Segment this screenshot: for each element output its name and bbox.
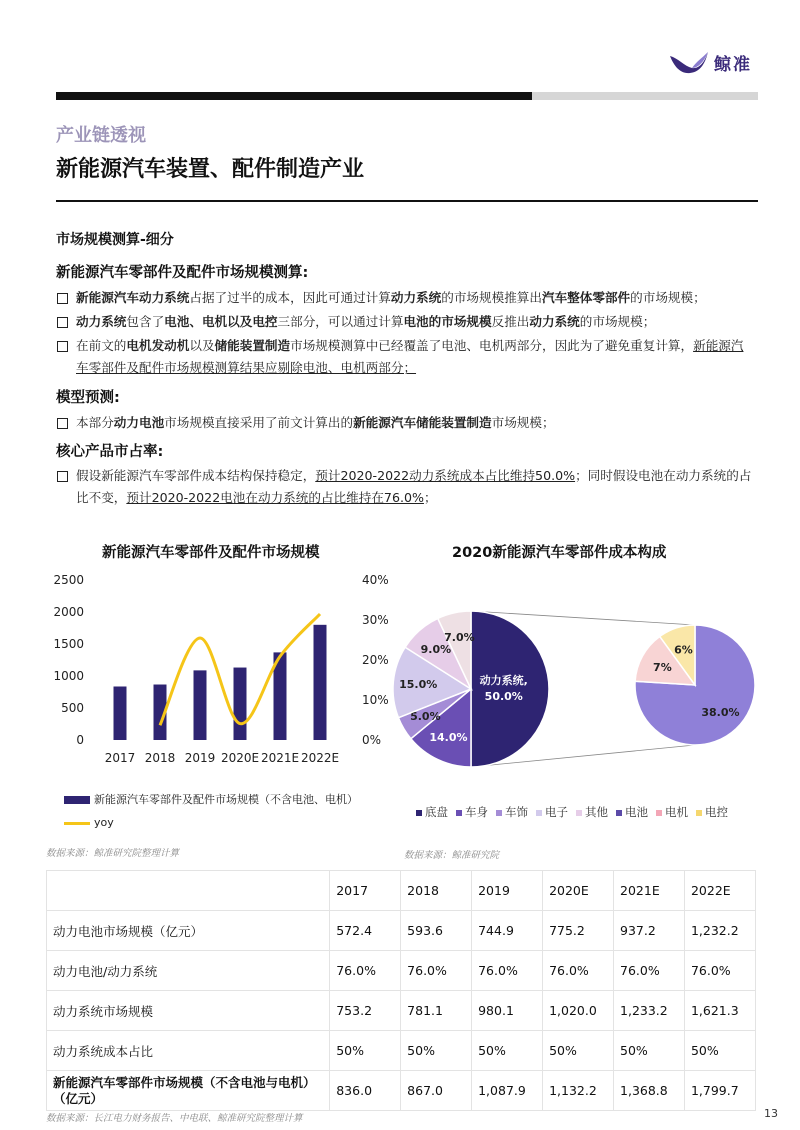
legend-swatch — [616, 810, 622, 816]
pie-legend-item — [696, 805, 728, 819]
table-cell: 50% — [543, 1031, 614, 1071]
table-cell: 76.0% — [330, 951, 401, 991]
table-cell: 76.0% — [401, 951, 472, 991]
table-cell: 76.0% — [614, 951, 685, 991]
table-cell: 593.6 — [401, 911, 472, 951]
breakdown-pct: 38.0% — [701, 706, 740, 720]
table-row-label: 动力系统市场规模 — [47, 991, 330, 1031]
table-header-cell — [47, 871, 330, 911]
pie-legend-item — [496, 805, 528, 819]
text: 的市场规模； — [579, 314, 656, 329]
table-cell: 76.0% — [472, 951, 543, 991]
text: 在前文的 — [76, 338, 127, 353]
text: 以及 — [189, 338, 215, 353]
x-tick-label: 2021E — [260, 751, 300, 765]
text: ；同时假设电池在动力系统的占比不变， — [76, 468, 752, 505]
table-header-cell: 2022E — [684, 871, 755, 911]
pie-legend-item — [456, 805, 488, 819]
whale-logo-icon — [668, 46, 710, 76]
table-cell: 1,621.3 — [684, 991, 755, 1031]
block3-title: 核心产品市占率: — [56, 444, 164, 460]
text-bold: 电池的市场规模 — [403, 314, 492, 329]
y-left-tick-label: 2000 — [53, 605, 84, 619]
breakdown-pct: 7% — [653, 661, 672, 675]
page-number: 13 — [764, 1107, 778, 1120]
table-cell: 775.2 — [543, 911, 614, 951]
table-header-cell: 2017 — [330, 871, 401, 911]
header-bar-dark — [56, 92, 532, 100]
legend-label: 底盘 — [425, 805, 448, 819]
block3-bullet-1 — [56, 465, 756, 509]
bar-chart-title: 新能源汽车零部件及配件市场规模 — [102, 545, 320, 561]
legend-label: 电池 — [625, 805, 648, 819]
y-right-tick-label: 30% — [362, 613, 389, 627]
table-cell: 781.1 — [401, 991, 472, 1031]
table-row — [47, 911, 756, 951]
legend-swatch — [576, 810, 582, 816]
table-header-cell: 2020E — [543, 871, 614, 911]
legend-line-swatch — [64, 822, 90, 825]
x-tick-label: 2020E — [220, 751, 260, 765]
text-bold: 电机发动机 — [126, 338, 190, 353]
text: 市场规模直接采用了前文计算出的 — [164, 415, 354, 430]
table-cell: 867.0 — [401, 1071, 472, 1111]
text: 反推出 — [491, 314, 530, 329]
table-cell: 76.0% — [684, 951, 755, 991]
bar-chart-source: 数据来源：鲸准研究院整理计算 — [46, 848, 180, 859]
table-cell: 50% — [401, 1031, 472, 1071]
legend-swatch — [536, 810, 542, 816]
x-tick-label: 2018 — [144, 751, 176, 765]
legend-line-label: yoy — [94, 816, 114, 829]
pie-slice-pct: 50.0% — [484, 690, 523, 703]
text: 本部分 — [76, 415, 114, 430]
text-underlined: 新能源汽车零部件及配件市场规模测算结果应剔除电池、电机两部分； — [76, 338, 744, 375]
legend-label: 电机 — [665, 805, 688, 819]
legend-line — [64, 816, 114, 829]
y-right-tick-label: 0% — [362, 733, 382, 747]
legend-label: 电子 — [545, 805, 568, 819]
pie-slice-pct: 9.0% — [420, 643, 452, 657]
table-cell: 1,368.8 — [614, 1071, 685, 1111]
pie-chart — [390, 590, 770, 790]
legend-bars — [64, 791, 358, 807]
table-cell: 836.0 — [330, 1071, 401, 1111]
breakdown-pct: 6% — [674, 643, 693, 657]
legend-swatch — [456, 810, 462, 816]
table-source: 数据来源：长江电力财务报告、中电联、鲸准研究院整理计算 — [46, 1113, 303, 1124]
y-left-tick-label: 1000 — [53, 669, 84, 683]
table-cell: 572.4 — [330, 911, 401, 951]
text: 假设新能源汽车零部件成本结构保持稳定， — [76, 468, 316, 483]
table-header-cell: 2021E — [614, 871, 685, 911]
legend-swatch — [416, 810, 422, 816]
table-row — [47, 991, 756, 1031]
table-cell: 50% — [472, 1031, 543, 1071]
legend-label: 其他 — [585, 805, 608, 819]
table-cell: 50% — [684, 1031, 755, 1071]
text-underlined: 预计2020-2022动力系统成本占比维持50.0% — [315, 468, 576, 483]
text-bold: 新能源汽车动力系统 — [76, 290, 190, 305]
table-row-label: 新能源汽车零部件市场规模（不含电池与电机）（亿元） — [47, 1071, 330, 1111]
table-header-row — [47, 871, 756, 911]
table-cell: 753.2 — [330, 991, 401, 1031]
block1-bullet-2 — [56, 311, 756, 333]
block1-bullet-1 — [56, 287, 756, 309]
legend-swatch — [496, 810, 502, 816]
pie-slice-pct: 14.0% — [429, 730, 468, 744]
title-divider — [56, 200, 758, 202]
pie-slice-name: 动力系统, — [479, 674, 528, 687]
x-tick-label: 2017 — [104, 751, 136, 765]
bar — [234, 668, 247, 740]
page-title: 新能源汽车装置、配件制造产业 — [56, 157, 365, 182]
text: 的市场规模； — [630, 290, 706, 305]
table-cell: 980.1 — [472, 991, 543, 1031]
pie-slice — [471, 611, 549, 767]
legend-label: 车身 — [465, 805, 488, 819]
data-table — [46, 870, 756, 1111]
text-bold: 电池、电机以及电控 — [164, 314, 278, 329]
text: 市场规模； — [491, 415, 555, 430]
pie-legend-item — [616, 805, 648, 819]
pie-slice-pct: 5.0% — [410, 709, 441, 723]
y-right-tick-label: 20% — [362, 653, 389, 667]
legend-label: 电控 — [705, 805, 728, 819]
table-cell: 1,799.7 — [684, 1071, 755, 1111]
pie-legend-item — [576, 805, 608, 819]
bar-line-chart — [40, 570, 440, 790]
table-cell: 1,233.2 — [614, 991, 685, 1031]
bar — [114, 686, 127, 740]
table-cell: 1,132.2 — [543, 1071, 614, 1111]
text-bold: 新能源汽车储能装置制造 — [353, 415, 492, 430]
text: ； — [423, 490, 437, 505]
legend-swatch — [656, 810, 662, 816]
text: 三部分，可以通过计算 — [277, 314, 404, 329]
x-tick-label: 2019 — [184, 751, 216, 765]
legend-swatch — [696, 810, 702, 816]
table-cell: 1,232.2 — [684, 911, 755, 951]
table-cell: 50% — [614, 1031, 685, 1071]
pie-legend-item — [416, 805, 448, 819]
legend-label: 车饰 — [505, 805, 528, 819]
table-cell: 50% — [330, 1031, 401, 1071]
block2-title: 模型预测: — [56, 390, 120, 406]
text: 市场规模测算中已经覆盖了电池、电机两部分，因此为了避免重复计算， — [290, 338, 694, 353]
table-cell: 937.2 — [614, 911, 685, 951]
section-label: 产业链透视 — [56, 125, 146, 146]
y-right-tick-label: 40% — [362, 573, 389, 587]
pie-legend — [416, 804, 736, 820]
pie-slice-pct: 15.0% — [399, 678, 438, 692]
pie-chart-title: 2020新能源汽车零部件成本构成 — [452, 545, 667, 561]
block1-title: 新能源汽车零部件及配件市场规模测算: — [56, 265, 309, 281]
text-bold: 动力系统 — [529, 314, 580, 329]
text-bold: 动力系统 — [390, 290, 442, 305]
table-cell: 1,087.9 — [472, 1071, 543, 1111]
brand-name: 鲸准 — [714, 55, 752, 75]
block2-bullet-1 — [56, 412, 756, 434]
table-row — [47, 951, 756, 991]
table-row — [47, 1071, 756, 1111]
text-bold: 储能装置制造 — [214, 338, 291, 353]
table-cell: 76.0% — [543, 951, 614, 991]
bar — [314, 625, 327, 740]
text-underlined: 预计2020-2022电池在动力系统的占比维持在76.0% — [126, 490, 424, 505]
pie-legend-item — [656, 805, 688, 819]
bar — [194, 670, 207, 740]
pie-slice-pct: 7.0% — [444, 631, 475, 645]
table-header-cell: 2018 — [401, 871, 472, 911]
y-left-tick-label: 2500 — [53, 573, 84, 587]
table-cell: 1,020.0 — [543, 991, 614, 1031]
block1-bullet-3 — [56, 335, 756, 379]
header-bar-light — [532, 92, 758, 100]
y-left-tick-label: 500 — [61, 701, 84, 715]
y-right-tick-label: 10% — [362, 693, 389, 707]
y-left-tick-label: 1500 — [53, 637, 84, 651]
text-bold: 动力电池 — [113, 415, 165, 430]
text: 的市场规模推算出 — [441, 290, 542, 305]
table-row-label: 动力电池/动力系统 — [47, 951, 330, 991]
table-row-label: 动力电池市场规模（亿元） — [47, 911, 330, 951]
text-bold: 汽车整体零部件 — [541, 290, 631, 305]
legend-bar-swatch — [64, 796, 90, 804]
table-row — [47, 1031, 756, 1071]
text-bold: 动力系统 — [76, 314, 127, 329]
x-tick-label: 2022E — [300, 751, 340, 765]
pie-legend-item — [536, 805, 568, 819]
text: 占据了过半的成本，因此可通过计算 — [189, 290, 391, 305]
table-row-label: 动力系统成本占比 — [47, 1031, 330, 1071]
table-header-cell: 2019 — [472, 871, 543, 911]
legend-bar-label: 新能源汽车零部件及配件市场规模（不含电池、电机） — [94, 793, 358, 806]
brand-logo — [668, 44, 768, 78]
subheading: 市场规模测算-细分 — [56, 232, 174, 248]
table-cell: 744.9 — [472, 911, 543, 951]
y-left-tick-label: 0 — [76, 733, 84, 747]
pie-chart-source: 数据来源：鲸准研究院 — [404, 850, 500, 861]
text: 包含了 — [126, 314, 165, 329]
